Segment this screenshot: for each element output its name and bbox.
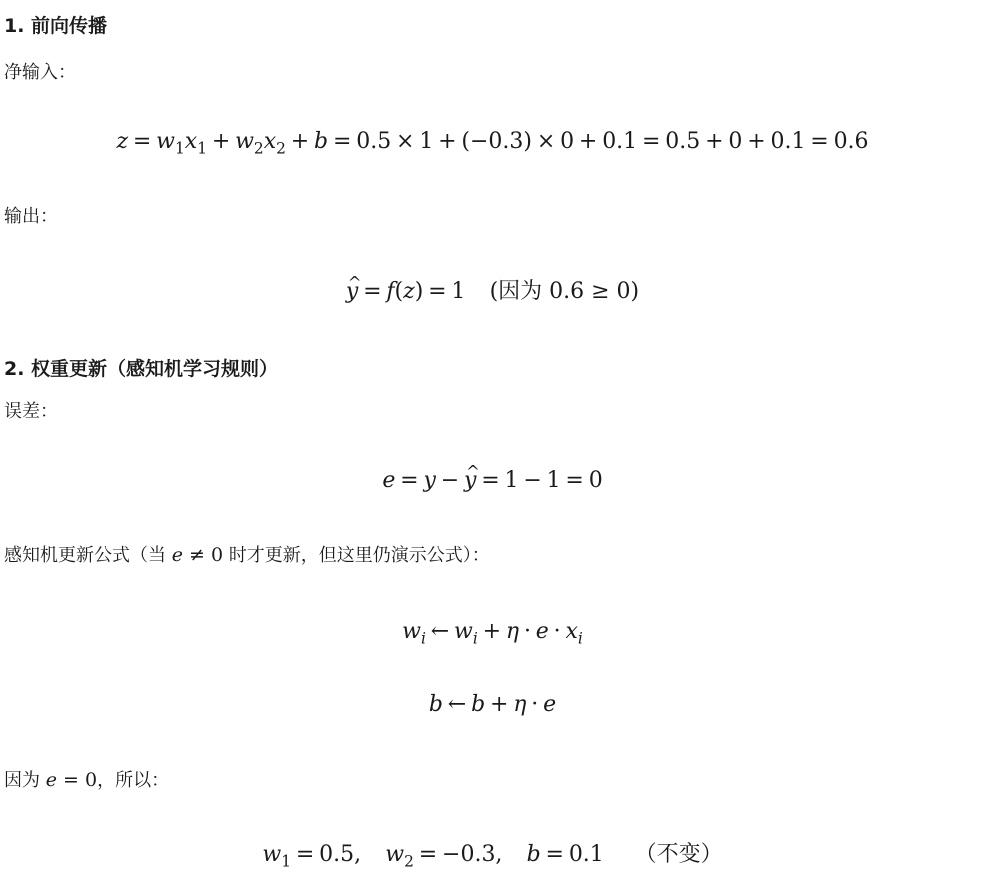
- weight-update-equation: $w_i$ ← $w_i + \eta \cdot e \cdot x_i$: [402, 619, 583, 648]
- output-equation: ^ y = f(z) = 1 (因为 0.6 ≥ 0): [0, 277, 985, 307]
- bias-update-equation: b ← b + η · e: [428, 692, 557, 717]
- error-equation: e = y −^ y = 1 − 1 = 0: [0, 466, 985, 496]
- update-rule-label-suffix: 时才更新，但这里仍演示公式）：: [228, 545, 490, 566]
- net-input-label: 净输入：: [4, 62, 76, 83]
- output-note: (因为 0.6 ≥ 0): [489, 279, 640, 304]
- final-note: （不变）: [634, 842, 723, 867]
- section-2-title: 2. 权重更新（感知机学习规则）: [4, 358, 279, 380]
- section-1-title: 1. 前向传播: [4, 15, 108, 37]
- update-rule-label: 感知机更新公式（当 e ≠ 0 时才更新，但这里仍演示公式）：: [4, 544, 490, 566]
- output-label: 输出：: [4, 206, 58, 227]
- update-rule-label-prefix: 感知机更新公式（当: [4, 545, 166, 566]
- error-label: 误差：: [4, 401, 58, 422]
- final-values-equation: $w_1 = 0.5$, $w_2 = -0.3$, b = 0.1 （不变）: [262, 842, 723, 871]
- since-label: 因为 e = 0，所以：: [4, 769, 170, 791]
- since-label-suffix: ，所以：: [97, 770, 170, 791]
- net-input-equation: $z = w_1x_1 + w_2x_2 + b = 0.5 \times 1 + (-0.3) \times 0 + 0.1 = 0.5 + 0 + 0.1 = 0.6$: [116, 129, 869, 158]
- since-label-prefix: 因为: [4, 770, 40, 791]
